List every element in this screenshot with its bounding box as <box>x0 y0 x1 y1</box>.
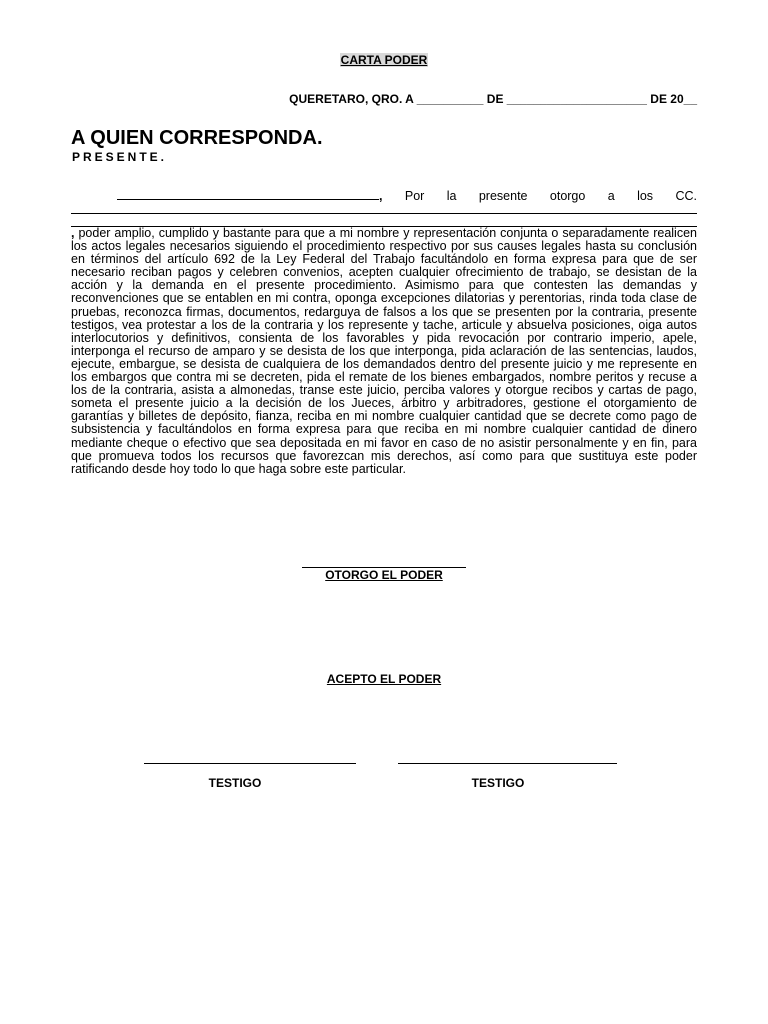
testigo-left-label: TESTIGO <box>208 776 262 790</box>
first-line-word: Por <box>404 189 425 203</box>
grantor-name-blank <box>117 188 382 203</box>
first-line-word: CC. <box>675 189 697 203</box>
otorgo-label: OTORGO EL PODER <box>325 568 443 582</box>
grantor-name-underline <box>117 188 379 200</box>
attorney-names-line-1 <box>71 213 697 214</box>
first-line-comma: , <box>379 189 383 203</box>
power-of-attorney-body <box>71 227 697 476</box>
first-line-word: otorgo <box>549 189 586 203</box>
first-line-word: los <box>637 189 654 203</box>
first-line-word: presente <box>478 189 528 203</box>
date-line: QUERETARO, QRO. A __________ DE _____________________ DE 20__ <box>289 92 697 106</box>
body-paragraph: poder amplio, cumplido y bastante para que a mi nombre y representación conjunta o separadamente realicen los actos legales necesarios siguiendo el procedimiento respectivo por sus causes legales hasta su conclusión en términos del artículo 692 de la Ley Federal del Trabajo facultándolo en forma expresa para que de ser necesario reciban pagos y celebren convenios, acepten cualquier ofrecimiento de trabajo, se desistan de la acción y la demanda en el presente procedimiento. Asimismo para que contesten las demandas y reconvenciones que se entablen en mi contra, oponga excepciones dilatorias y perentorias, rinda toda clase de pruebas, reconozca firmas, documentos, redarguya de falsos a los que se presenten por la contraria, presente testigos, vea protestar a los de la contraria y los represente y tache, articule y absuelva posiciones, oiga autos interlocutorios y definitivos, consienta de los favorables y pida revocación por contrario imperio, apele, interponga el recurso de amparo y se desista de los que interponga, pida aclaración de las sentencias, laudos, ejecute, embargue, se desista de cualquiera de los demandados dentro del presente juicio y me represente en los embargos que contra mi se decreten, pida el remate de los bienes embargados, nombre peritos y recuse a los de la contraria, asista a almonedas, transe este juicio, perciba valores y otorgue recibos y cartas de pago, someta el presente juicio a la decisión de los Jueces, árbitro y arbitradores, gestione el otorgamiento de garantías y billetes de depósito, fianza, reciba en mi nombre cualquier cantidad que se decrete como pago de subsistencia y facultándolos en forma expresa para que reciba en mi nombre cualquier cantidad de dinero mediante cheque o efectivo que sea depositada en mi favor en caso de no asistir personalmente y en fin, para que promueva todos los recursos que favorezcan mis derechos, así como para que sustituya este poder ratificando desde hoy todo lo que haga sobre este particular. <box>71 226 697 476</box>
first-line-word: la <box>446 189 457 203</box>
first-line-word: a <box>607 189 615 203</box>
witness-right-signature-line <box>398 763 617 764</box>
witness-left-signature-line <box>144 763 356 764</box>
grant-first-line <box>117 188 697 203</box>
presente-label: PRESENTE. <box>72 150 168 164</box>
body-lead-comma: , <box>71 226 75 240</box>
testigo-right-label: TESTIGO <box>471 776 525 790</box>
acepto-label: ACEPTO EL PODER <box>326 672 442 686</box>
greeting-heading: A QUIEN CORRESPONDA. <box>71 127 323 149</box>
document-title <box>0 53 768 67</box>
document-title-text: CARTA PODER <box>340 53 428 67</box>
